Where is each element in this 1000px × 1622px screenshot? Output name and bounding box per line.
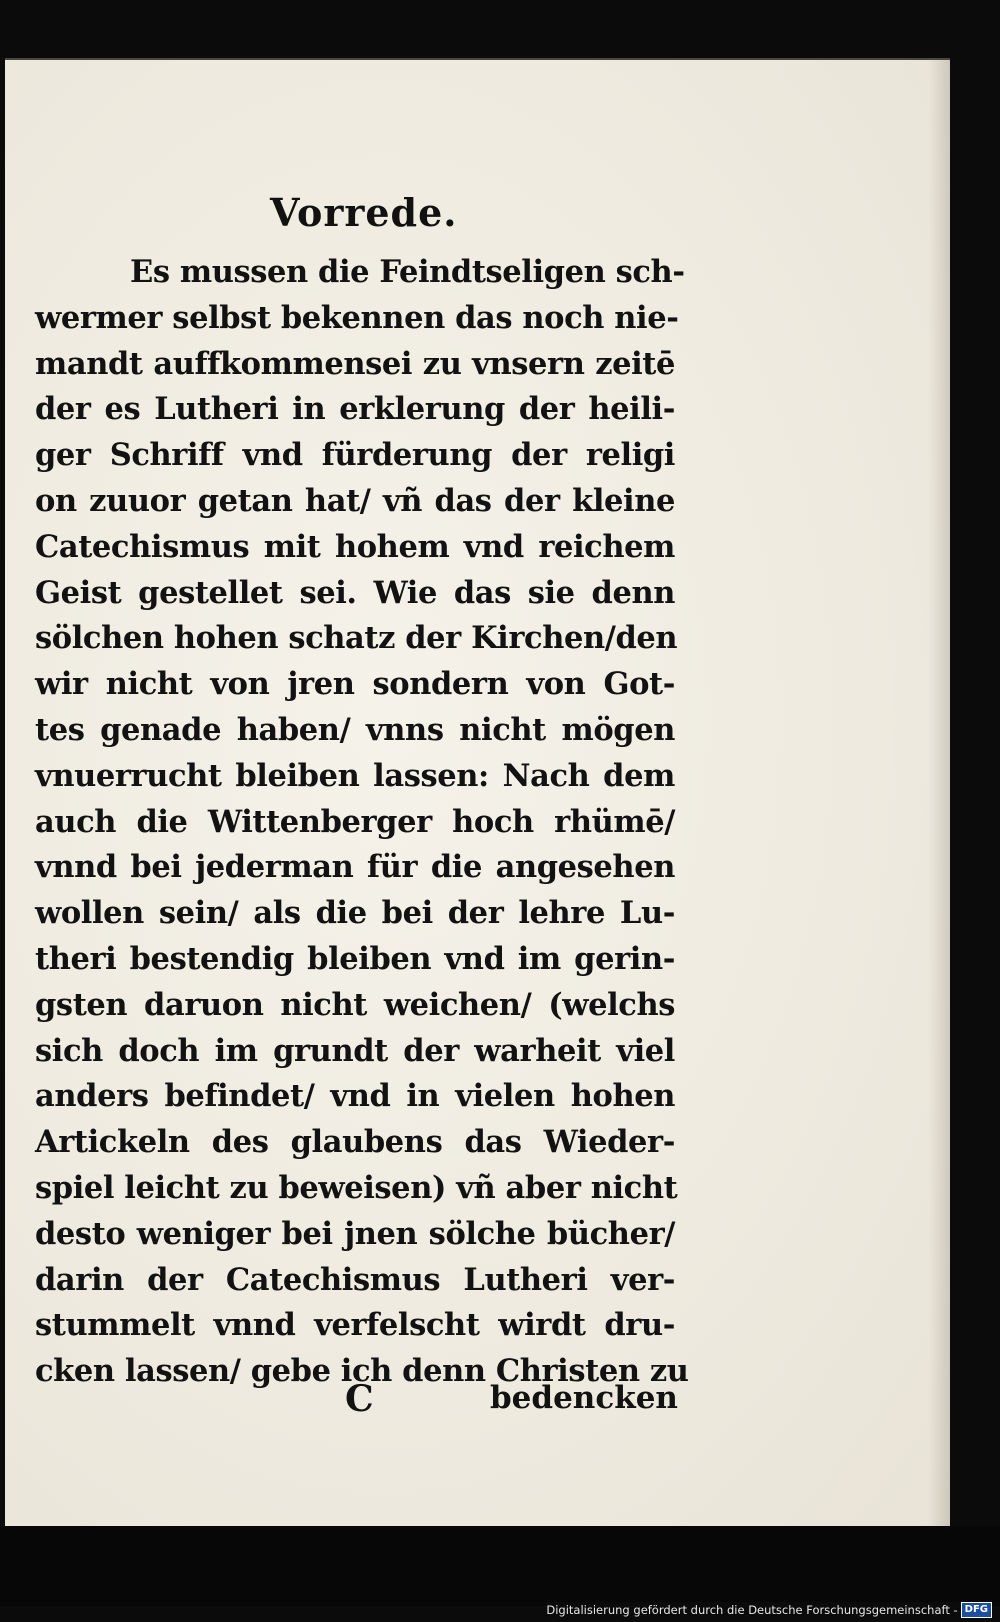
body-text [35,250,689,1395]
text-line: tes genade haben/ vnns nicht mögen [35,711,675,748]
text-line: ger Schriff vnd fürderung der religi [35,437,675,474]
text-line: stummelt vnnd verfelscht wirdt dru- [35,1307,675,1344]
text-line: vnnd bei jederman für die angesehen [35,849,675,886]
text-line: Catechismus mit hohem vnd reichem [35,528,675,565]
text-line: gsten daruon nicht weichen/ (welchs [35,986,675,1023]
text-line: wermer selbst bekennen das noch nie- [35,299,679,336]
text-line: anders befindet/ vnd in vielen hohen [35,1078,675,1115]
text-line: Es mussen die Feindtseligen sch- [130,254,685,290]
text-line: auch die Wittenberger hoch rhümē/ [35,803,675,840]
text-line: wollen sein/ als die bei der lehre Lu- [35,895,675,932]
signature-mark: C [345,1378,374,1420]
text-line: sölchen hohen schatz der Kirchen/den [35,620,678,657]
text-line: sich doch im grundt der warheit viel [35,1032,675,1069]
text-line: wir nicht von jren sondern von Got- [35,666,675,703]
text-line: Geist gestellet sei. Wie das sie denn [35,574,675,611]
credit-text: Digitalisierung gefördert durch die Deutsche Forschungsgemeinschaft - [546,1603,958,1617]
scan-background [0,1526,1000,1606]
page-title: Vorrede. [270,190,458,235]
digitization-credit [546,1602,992,1618]
text-line: theri bestendig bleiben vnd im gerin- [35,940,675,977]
text-line: cken lassen/ gebe ich denn Christen zu [35,1353,689,1390]
text-line: spiel leicht zu beweisen) vñ aber nicht [35,1169,678,1206]
text-line: vnuerrucht bleiben lassen: Nach dem [35,757,675,794]
dfg-logo-icon: DFG [961,1602,992,1618]
text-line: on zuuor getan hat/ vñ das der kleine [35,482,675,519]
text-line: Artickeln des glaubens das Wieder- [35,1124,675,1161]
catchword: bedencken [490,1380,678,1416]
text-line: mandt auffkommensei zu vnsern zeitē [35,345,675,382]
book-page [5,58,950,1528]
text-line: desto weniger bei jnen sölche bücher/ [35,1215,675,1252]
text-line: der es Lutheri in erklerung der heili- [35,391,675,428]
text-line: darin der Catechismus Lutheri ver- [35,1261,675,1298]
